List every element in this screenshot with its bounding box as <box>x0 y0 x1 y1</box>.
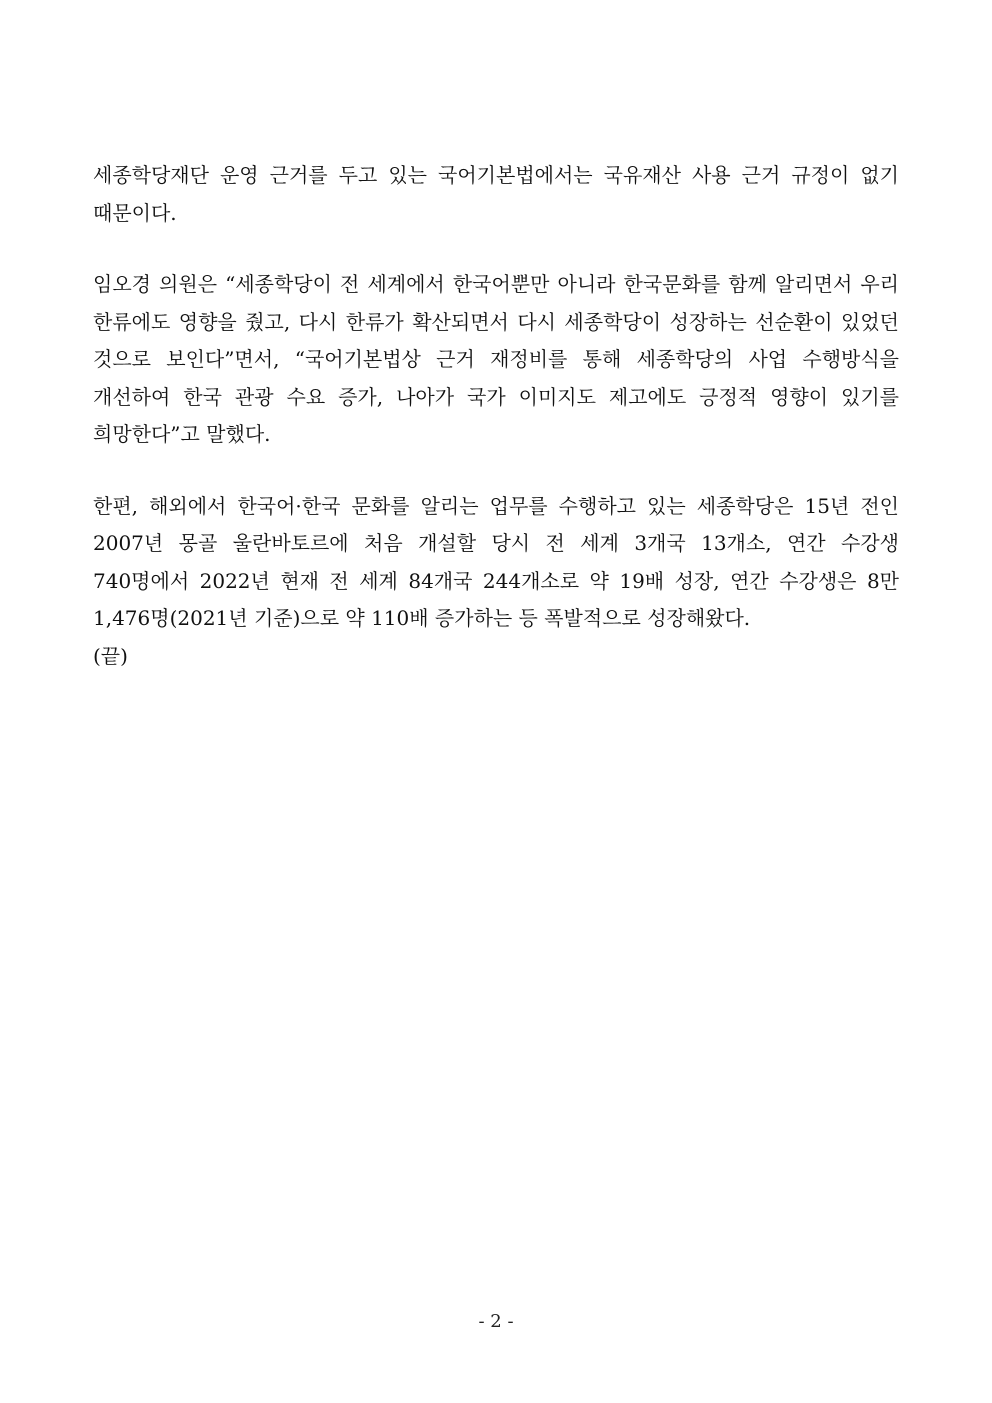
page-number: - 2 - <box>478 1311 514 1332</box>
end-mark: (끝) <box>93 643 128 668</box>
paragraph-2: 임오경 의원은 “세종학당이 전 세계에서 한국어뿐만 아니라 한국문화를 함께 알리면서 우리 한류에도 영향을 줬고, 다시 한류가 확산되면서 다시 세종학당이 성장하는 선순환이 있었던 것으로 보인다”면서, “국어기본법상 근거 재정비를 통해 세종학당의 사업 수행방식을 개선하여 한국 관광 수요 증가, 나아가 국가 이미지도 제고에도 긍정적 영향이 있기를 희망한다”고 말했다. <box>93 272 899 446</box>
document-body <box>93 157 899 675</box>
paragraph-1: 세종학당재단 운영 근거를 두고 있는 국어기본법에서는 국유재산 사용 근거 규정이 없기 때문이다. <box>93 163 899 225</box>
paragraph-3: 한편, 해외에서 한국어·한국 문화를 알리는 업무를 수행하고 있는 세종학당은 15년 전인 2007년 몽골 울란바토르에 처음 개설할 당시 전 세계 3개국 13개소, 연간 수강생 740명에서 2022년 현재 전 세계 84개국 244개소로 약 19배 성장, 연간 수강생은 8만 1,476명(2021년 기준)으로 약 110배 증가하는 등 폭발적으로 성장해왔다. <box>93 493 899 630</box>
